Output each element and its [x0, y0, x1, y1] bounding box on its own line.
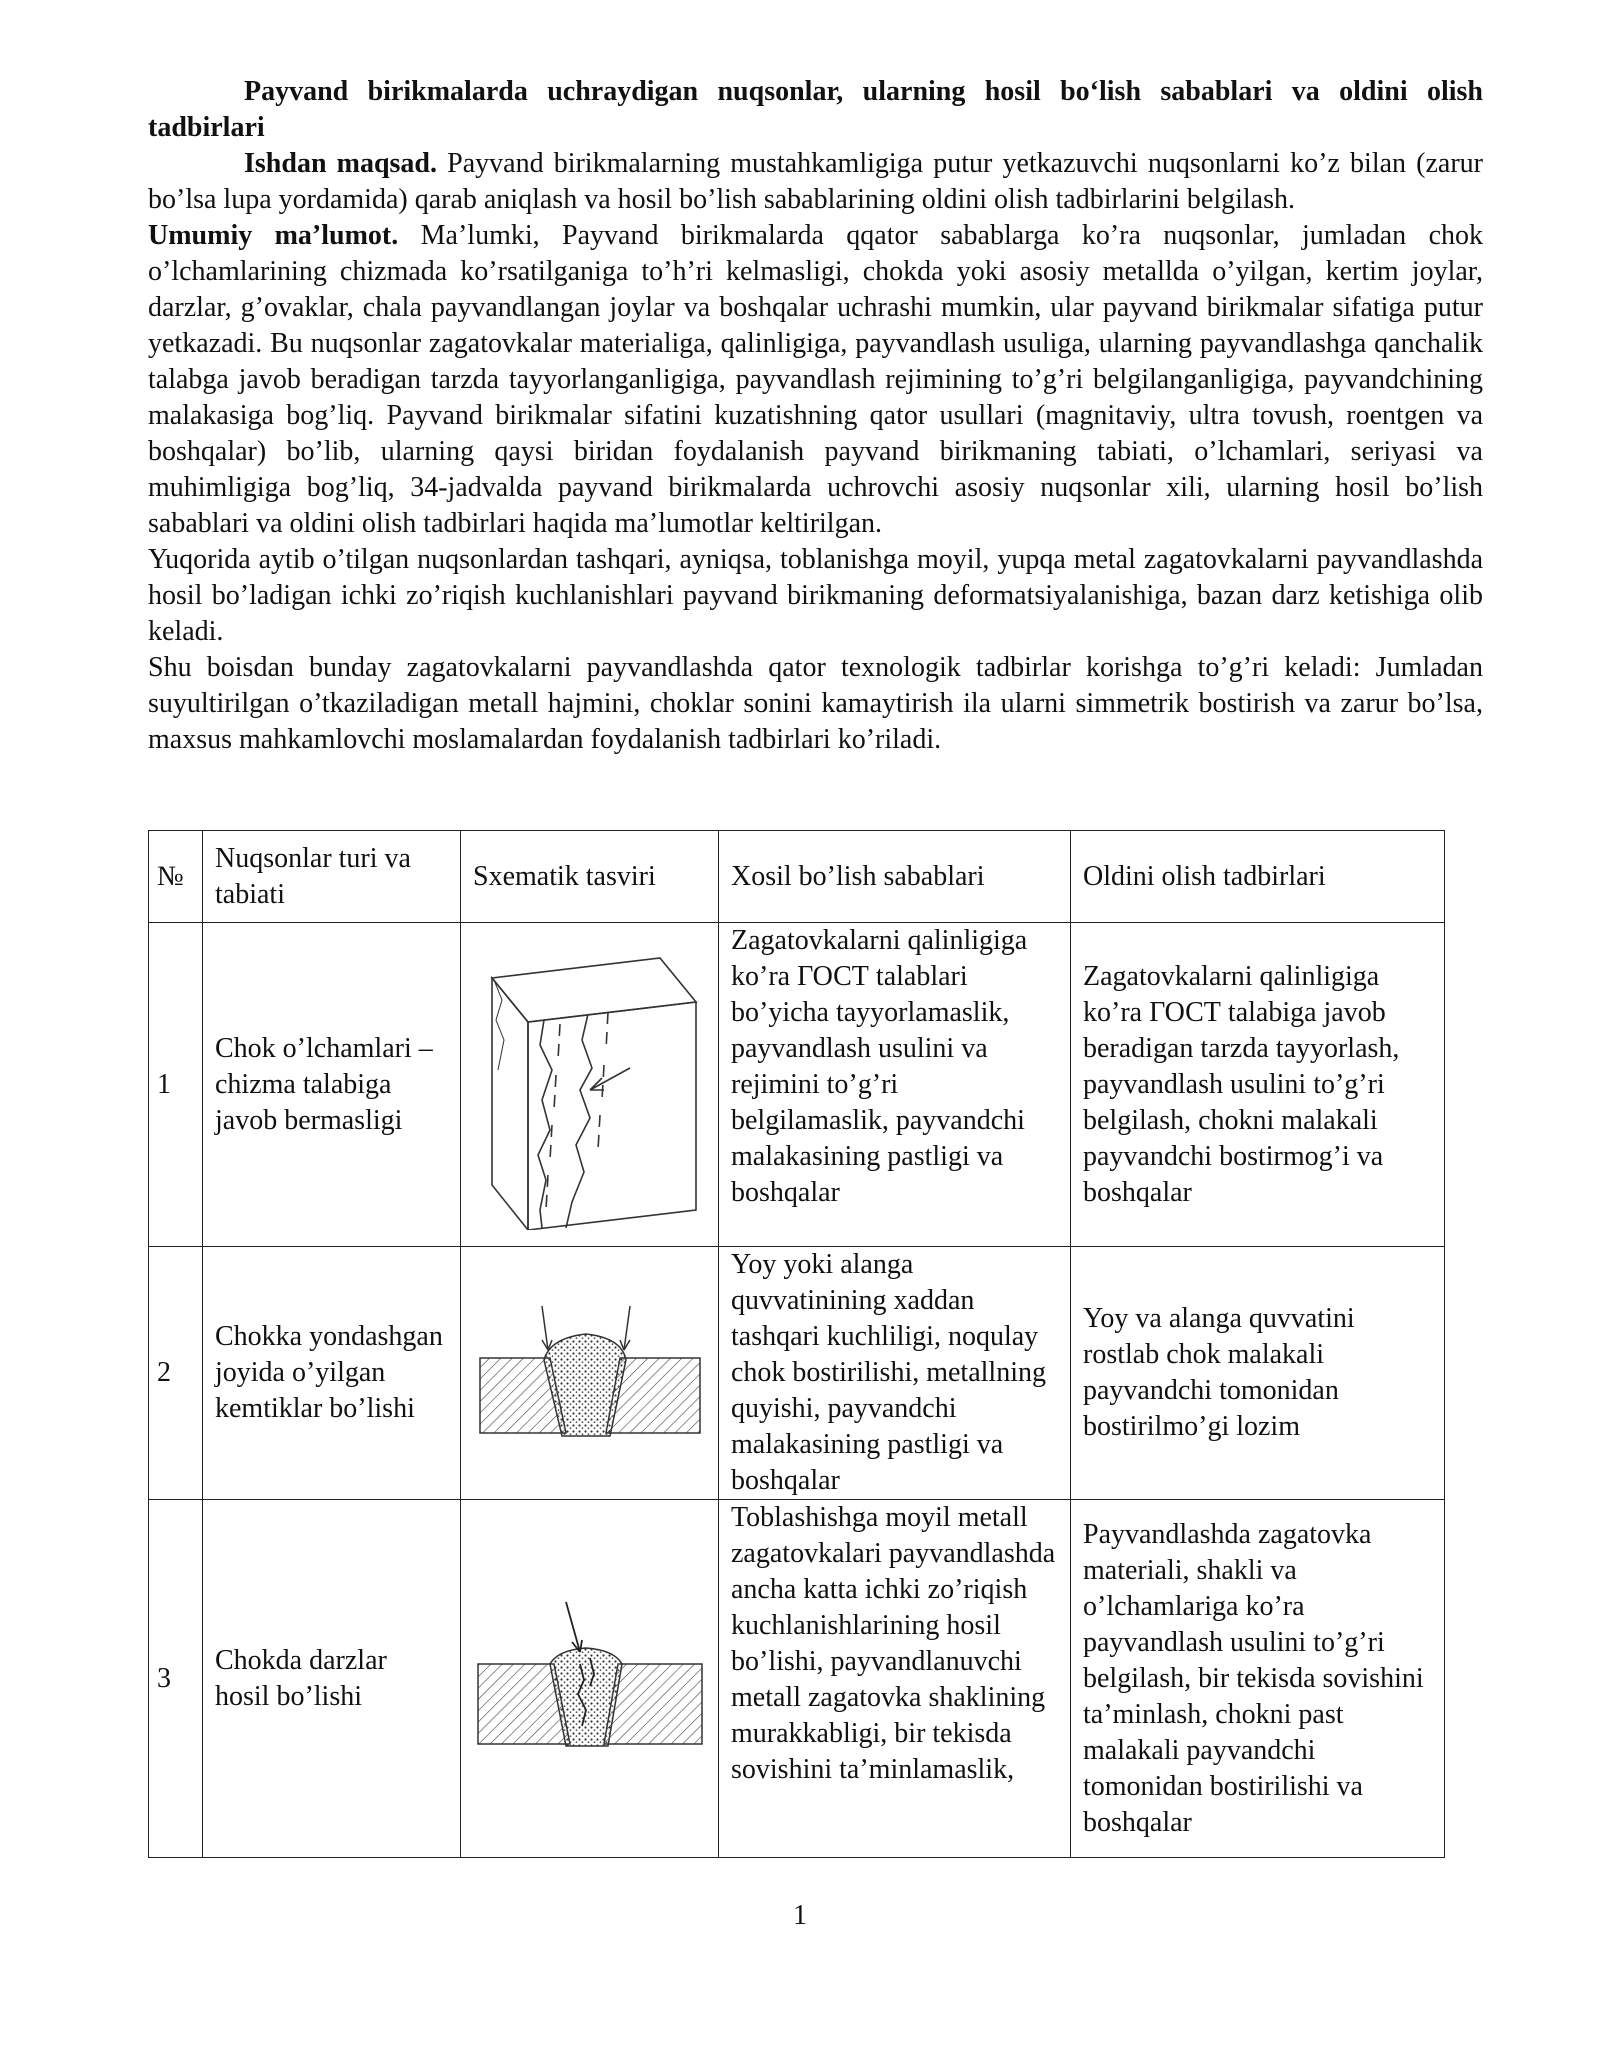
general-info-paragraph: [148, 218, 1483, 542]
general-info-text: Ma’lumki, Payvand birikmalarda qqator sabablarga ko’ra nuqsonlar, jumladan chok o’lchamlarining chizmada ko’rsatilganiga to’h’ri kelmasligi, chokda yoki asosiy metallda o’yilgan, kertim joylar, darzlar, g’ovaklar, chala payvandlangan joylar va boshqalar uchrashi mumkin, ular payvand birikmalar sifatiga putur yetkazadi. Bu nuqsonlar zagatovkalar materialiga, qalinligiga, payvandlash usuliga, ularning payvandlashga qanchalik talabga javob beradigan tarzda tayyorlanganligiga, payvandlash rejimining to’g’ri belgilanganligiga, payvandchining malakasiga bog’liq. Payvand birikmalar sifatini kuzatishning qator usullari (magnitaviy, ultra tovush, roentgen va boshqalar) bo’lib, ularning qaysi biridan foydalanish payvand birikmaning tabiati, o’lchamlari, seriyasi va muhimligiga bog’liq, 34-jadvalda payvand birikmalarda uchrovchi asosiy nuqsonlar xili, ularning hosil bo’lish sabablari va oldini olish tadbirlari haqida ma’lumotlar keltirilgan.: [148, 220, 1483, 539]
weld-seam-dimension-defect-illustration: [480, 940, 700, 1230]
prevention-cell: Payvandlashda zagatovka materiali, shakli va o’lchamlariga ko’ra payvandlash usulini to’g’ri belgilash, bir tekisda sovishini ta’minlash, chokni past malakali payvandchi tomonidan bostirilishi va boshqalar: [1071, 1500, 1445, 1858]
weld-crack-illustration: [470, 1594, 710, 1764]
defect-type-cell: Chokda darzlar hosil bo’lishi: [203, 1500, 461, 1858]
header-causes: Xosil bo’lish sabablari: [719, 831, 1071, 923]
causes-cell: Yoy yoki alanga quvvatinining xaddan tashqari kuchliligi, noqulay chok bostirilishi, metallning quyishi, payvandchi malakasining pastligi va boshqalar: [719, 1247, 1071, 1500]
table-header-row: [149, 831, 1445, 923]
defects-table: [148, 830, 1445, 1858]
defect-type-cell: Chok o’lchamlari – chizma talabiga javob bermasligi: [203, 923, 461, 1247]
row-number: 2: [149, 1247, 203, 1500]
table-row: [149, 1500, 1445, 1858]
table-row: [149, 923, 1445, 1247]
header-number: №: [149, 831, 203, 923]
document-title: Payvand birikmalarda uchraydigan nuqsonlar, ularning hosil bo‘lish sabablari va oldini olish tadbirlari: [148, 76, 1483, 143]
purpose-label: Ishdan maqsad.: [244, 148, 438, 179]
document-body: [148, 74, 1483, 758]
header-defect-type: Nuqsonlar turi va tabiati: [203, 831, 461, 923]
defect-type-cell: Chokka yondashgan joyida o’yilgan kemtiklar bo’lishi: [203, 1247, 461, 1500]
purpose-text: Payvand birikmalarning mustahkamligiga putur yetkazuvchi nuqsonlarni ko’z bilan (zarur bo’lsa lupa yordamida) qarab aniqlash va hosil bo’lish sabablarining oldini olish tadbirlarini belgilash.: [148, 148, 1483, 215]
causes-cell: Toblashishga moyil metall zagatovkalari payvandlashda ancha katta ichki zo’riqish kuchlanishlarining hosil bo’lishi, payvandlanuvchi metall zagatovka shaklining murakkabligi, bir tekisda sovishini ta’minlamaslik,: [719, 1500, 1071, 1858]
weld-undercut-illustration: [470, 1298, 710, 1448]
row-number: 1: [149, 923, 203, 1247]
page-number: 1: [793, 1900, 807, 1931]
prevention-cell: Yoy va alanga quvvatini rostlab chok malakali payvandchi tomonidan bostirilmo’gi lozim: [1071, 1247, 1445, 1500]
paragraph-internal-stress: Yuqorida aytib o’tilgan nuqsonlardan tashqari, ayniqsa, toblanishga moyil, yupqa metal zagatovkalarni payvandlashda hosil bo’ladigan ichki zo’riqish kuchlanishlari payvand birikmaning deformatsiyalanishiga, bazan darz ketishiga olib keladi.: [148, 544, 1483, 647]
paragraph-technological-measures: Shu boisdan bunday zagatovkalarni payvandlashda qator texnologik tadbirlar korishga to’g’ri keladi: Jumladan suyultirilgan o’tkaziladigan metall hajmini, choklar sonini kamaytirish ila ularni simmetrik bostirish va zarur bo’lsa, maxsus mahkamlovchi moslamalardan foydalanish tadbirlari ko’riladi.: [148, 652, 1483, 755]
schematic-cell: [461, 1247, 719, 1500]
schematic-cell: [461, 1500, 719, 1858]
prevention-cell: Zagatovkalarni qalinligiga ko’ra ГОСТ talabiga javob beradigan tarzda tayyorlash, payvandlash usulini to’g’ri belgilash, chokni malakali payvandchi bostirmog’i va boshqalar: [1071, 923, 1445, 1247]
general-info-label: Umumiy ma’lumot.: [148, 220, 399, 251]
table-row: [149, 1247, 1445, 1500]
header-prevention: Oldini olish tadbirlari: [1071, 831, 1445, 923]
purpose-paragraph: [148, 146, 1483, 218]
header-schematic: Sxematik tasviri: [461, 831, 719, 923]
row-number: 3: [149, 1500, 203, 1858]
causes-cell: Zagatovkalarni qalinligiga ko’ra ГОСТ talablari bo’yicha tayyorlamaslik, payvandlash usulini va rejimini to’g’ri belgilamaslik, payvandchi malakasining pastligi va boshqalar: [719, 923, 1071, 1247]
schematic-cell: [461, 923, 719, 1247]
